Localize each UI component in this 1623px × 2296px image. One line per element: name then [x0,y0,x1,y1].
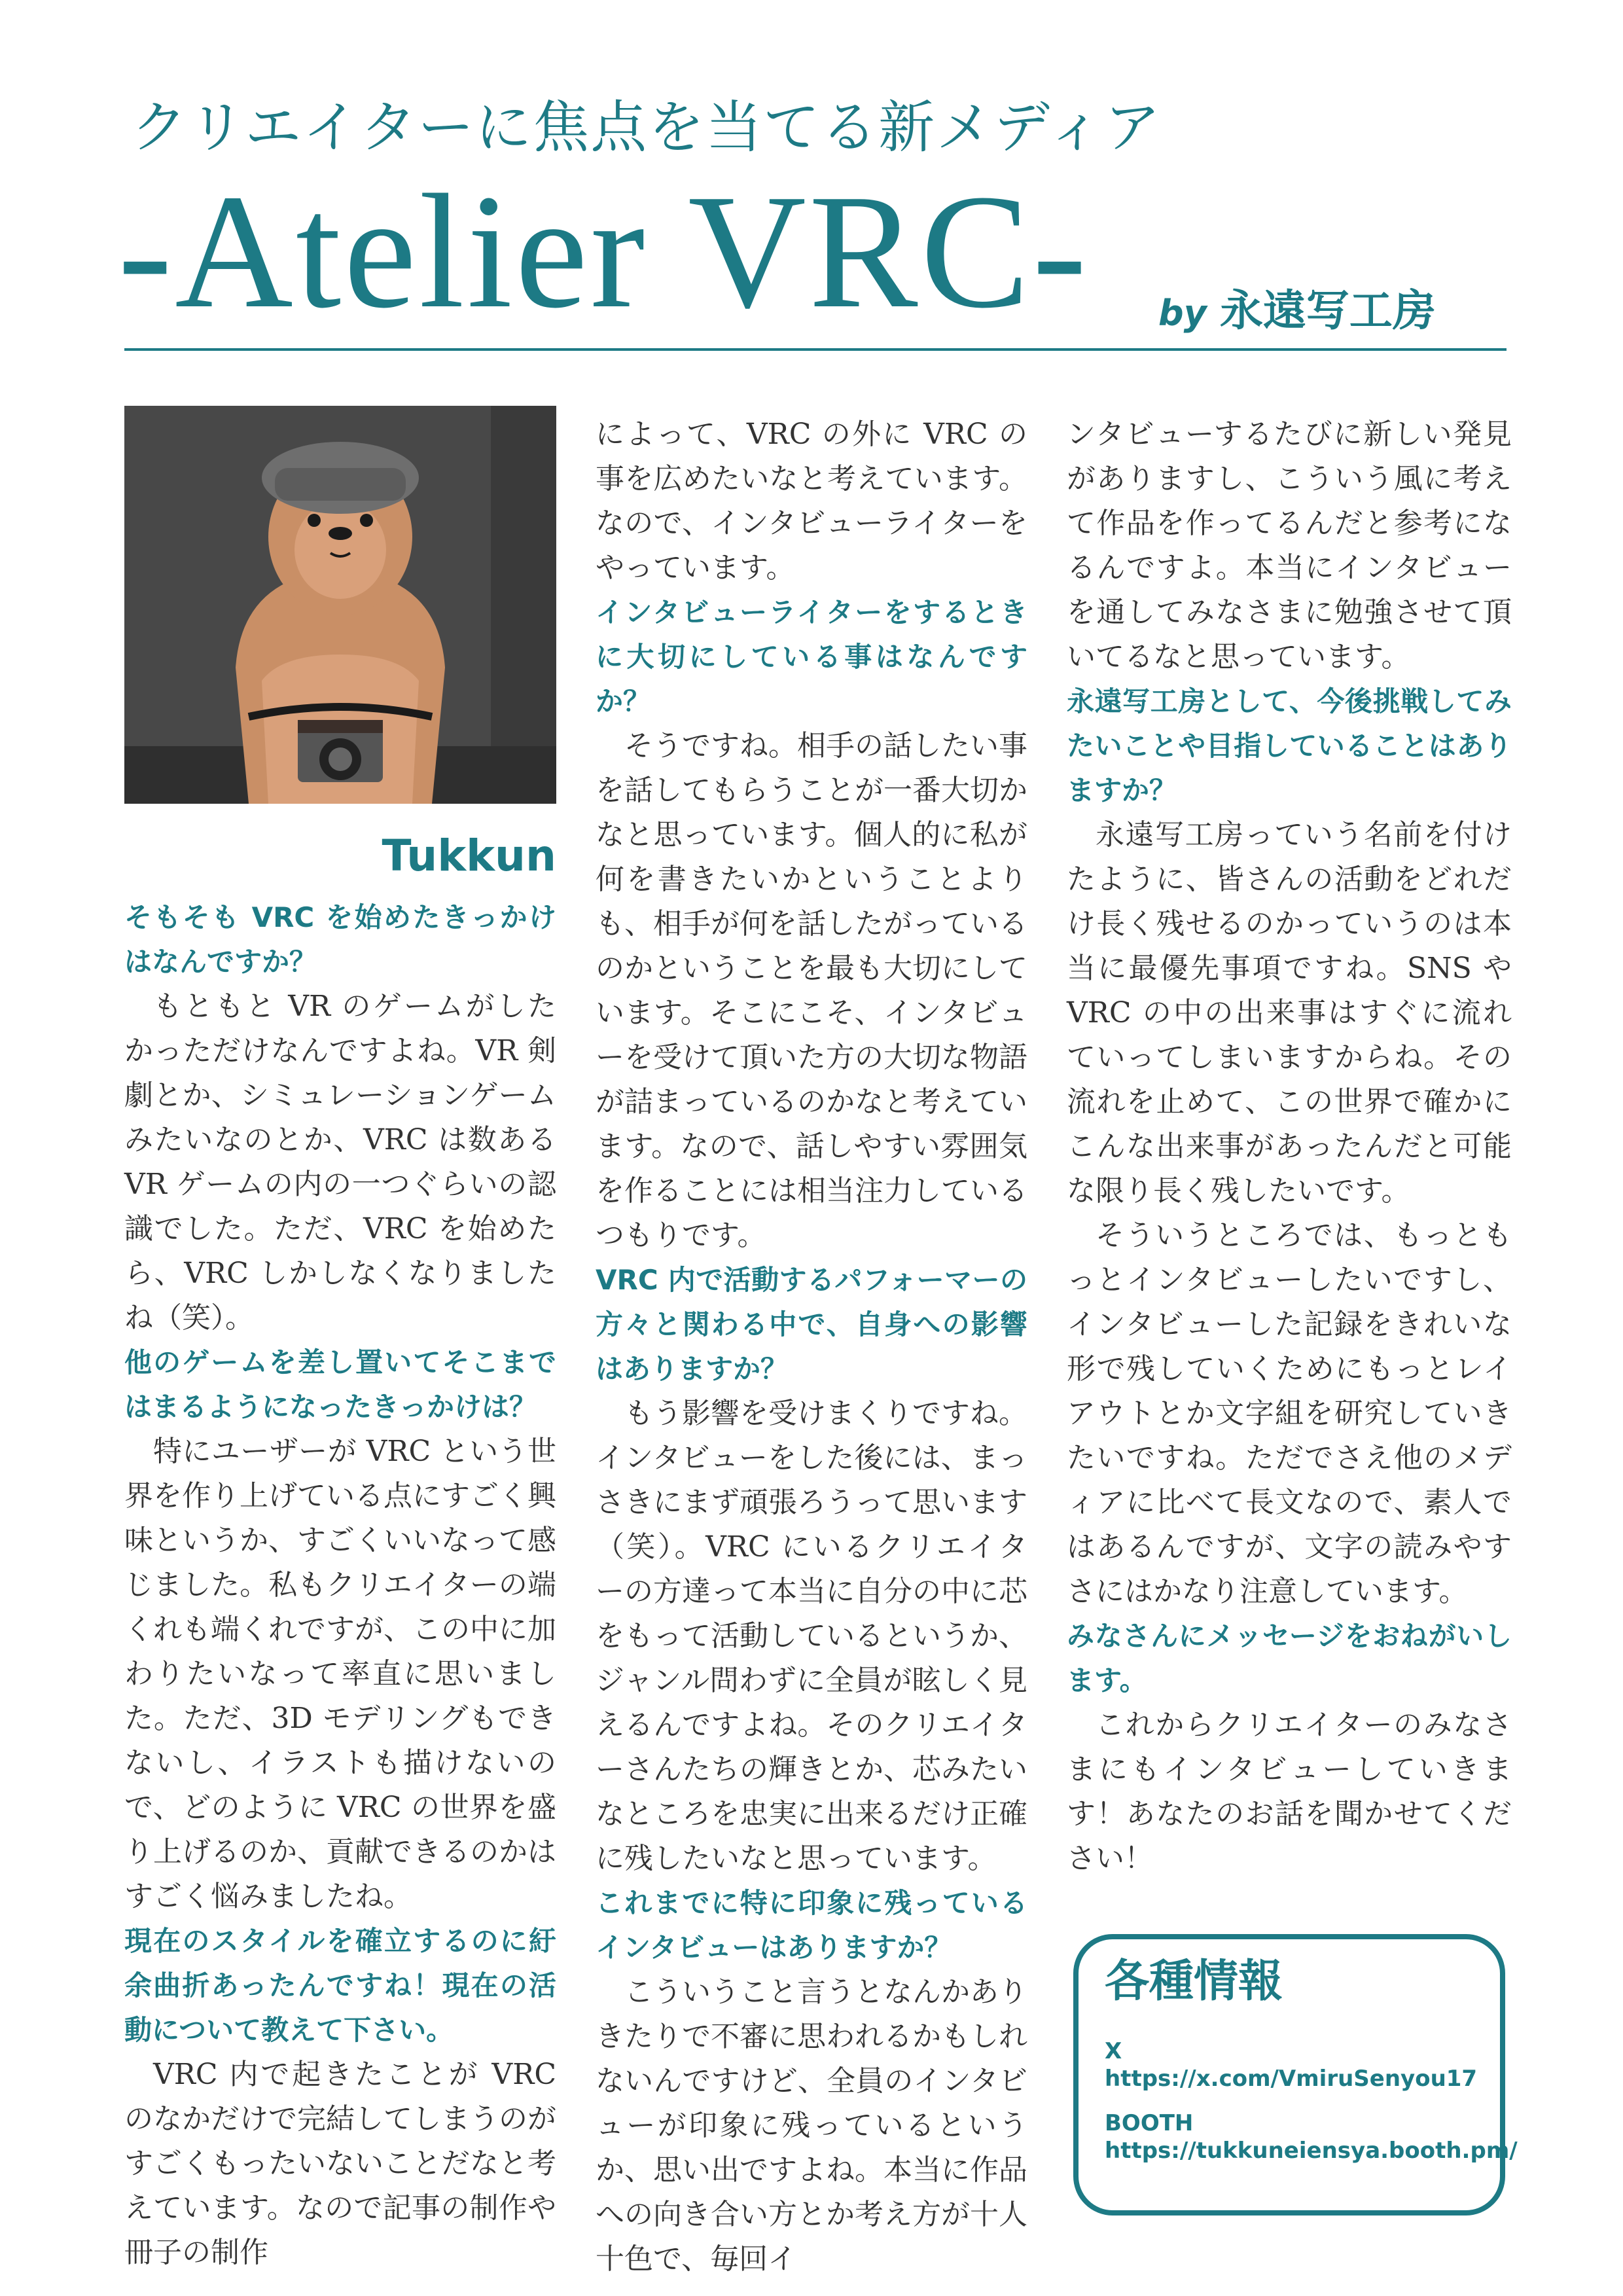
answer-3-continued: によって、VRC の外に VRC の事を広めたいなと考えています。なので、インタビューライターをやっています。 [596,418,1027,584]
question-3: 現在のスタイルを確立するのに紆余曲折あったんですね！現在の活動について教えて下さい。 [124,1925,556,2046]
x-link[interactable]: https://x.com/VmiruSenyou17 [1105,2066,1478,2092]
answer-6: こういうこと言うとなんかありきたりで不審に思われるかもしれないんですけど、全員のインタビューが印象に残っているというか、思い出ですよね。本当に作品への向き合い方とか考え方が十人十色で、毎回イ [596,1975,1027,2276]
answer-2: 特にユーザーが VRC という世界を作り上げている点にすごく興味というか、すごくいいなって感じました。私もクリエイターの端くれも端くれですが、この中に加わりたいなって率直に思いました。ただ、3D モデリングもできないし、イラストも描けないので、どのように VRC の世界を盛り上げるのか、貢献できるのかはすごく悩みましたね。 [124,1435,556,1913]
profile-name: Tukkun [382,831,556,881]
byline-by: by [1158,293,1207,334]
question-7: 永遠写工房として、今後挑戦してみたいことや目指していることはありますか？ [1067,685,1512,806]
question-2: 他のゲームを差し置いてそこまではまるようになったきっかけは？ [124,1346,556,1423]
booth-link[interactable]: https://tukkuneiensya.booth.pm/ [1105,2138,1518,2164]
answer-8: そういうところでは、もっともっとインタビューしたいですし、インタビューした記録をきれいな形で残していくためにもっとレイアウトとか文字組を研究していきたいですね。ただでさえ他のメディアに比べて長文なので、素人ではあるんですが、文字の読みやすさにはかなり注意しています。 [1067,1219,1512,1608]
booth-label: BOOTH [1105,2110,1194,2136]
header-subtitle: クリエイターに焦点を当てる新メディア [131,95,1162,160]
capybara-avatar-photo [124,406,556,804]
info-box [1073,1934,1518,2215]
answer-4: そうですね。相手の話したい事を話してもらうことが一番大切かなと思っています。個人的に私が何を書きたいかということよりも、相手が何を話したがっているのかということを最も大切にしています。そこにこそ、インタビューを受けて頂いた方の大切な物語が詰まっているのかなと考えています。なので、話しやすい雰囲気を作ることには相当注力しているつもりです。 [596,729,1027,1252]
question-9: みなさんにメッセージをおねがいします。 [1067,1620,1512,1696]
info-title: 各種情報 [1105,1956,1283,2007]
x-label: X [1105,2038,1122,2064]
byline [1158,278,1459,344]
answer-6-continued: ンタビューするたびに新しい発見がありますし、こういう風に考えて作品を作ってるんだと参考になるんですよ。本当にインタビューを通してみなさまに勉強させて頂いてるなと思っています。 [1067,418,1512,673]
answer-5: もう影響を受けまくりですね。インタビューをした後には、まっさきにまず頑張ろうって思います（笑）。VRC にいるクリエイターの方達って本当に自分の中に芯をもって活動しているというか、ジャンル問わずに全員が眩しく見えるんですよね。そのクリエイターさんたちの輝きとか、芯みたいなところを忠実に出来るだけ正確に残したいなと思っています。 [596,1397,1027,1875]
question-1: そもそも VRC を始めたきっかけはなんですか？ [124,901,556,978]
byline-logo-name: 永遠写工房 [1219,285,1436,336]
column-2 [596,412,1027,2282]
capybara-illustration [124,406,556,804]
question-6: これまでに特に印象に残っているインタビューはありますか？ [596,1887,1027,1964]
answer-1: もともと VR のゲームがしたかっただけなんですよね。VR 剣劇とか、シミュレーションゲームみたいなのとか、VRC は数ある VR ゲームの内の一つぐらいの認識でした。ただ、VRC を始めたら、VRC しかしなくなりましたね（笑）。 [124,990,556,1335]
answer-7: 永遠写工房っていう名前を付けたように、皆さんの活動をどれだけ長く残せるのかっていうのは本当に最優先事項ですね。SNS や VRC の中の出来事はすぐに流れていってしまいますからね。その流れを止めて、この世界で確かにこんな出来事があったんだと可能な限り長く残したいです。 [1067,818,1512,1208]
question-4: インタビューライターをするときに大切にしている事はなんですか？ [596,596,1027,717]
answer-3: VRC 内で起きたことが VRC のなかだけで完結してしまうのがすごくもったいないことだなと考えています。なので記事の制作や冊子の制作 [124,2058,556,2269]
header-divider [124,348,1507,351]
question-5: VRC 内で活動するパフォーマーの方々と関わる中で、自身への影響はありますか？ [596,1264,1027,1385]
answer-9: これからクリエイターのみなさまにもインタビューしていきます！あなたのお話を聞かせてください！ [1067,1708,1512,1875]
column-1 [124,406,556,2275]
page-title: -Atelier VRC- [118,161,1090,342]
column-3 [1067,412,1512,1881]
